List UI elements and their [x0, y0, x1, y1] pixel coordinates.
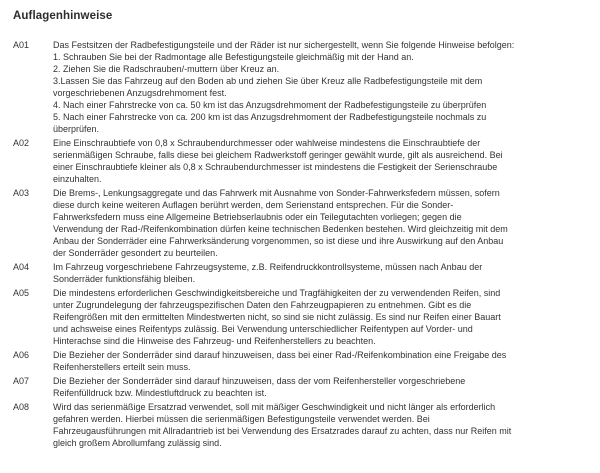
condition-text — [53, 187, 592, 259]
condition-item — [13, 261, 592, 285]
condition-text-line: Im Fahrzeug vorgeschriebene Fahrzeugsysteme, z.B. Reifendruckkontrollsysteme, müssen nach Anbau der — [53, 262, 483, 272]
condition-text — [53, 39, 592, 135]
condition-text-line: Verwendung der Rad-/Reifenkombination dürfen keine technischen Bedenken bestehen. Wird gleichzeitig mit dem — [53, 224, 508, 234]
condition-code: A06 — [13, 350, 30, 360]
condition-text-line: überprüfen. — [53, 124, 100, 134]
condition-text-line: gefahren werden. Hierbei müssen die serienmäßigen Befestigungsteile verwendet werden. Bei — [53, 414, 430, 424]
condition-text-line: gleich großem Abrollumfang zulässig sind. — [53, 438, 222, 448]
condition-text-line: und achsweise eines Reifentyps zulässig. Bei Verwendung unterschiedlicher Reifentypen auf Vorder- und — [53, 324, 473, 334]
condition-text-line: serienmäßigen Schraube, falls diese bei gleichem Radwerkstoff geringer gewählt wurde, gilt als ausreichend. Bei — [53, 150, 503, 160]
condition-item — [13, 137, 592, 185]
condition-text-line: unter Zugrundelegung der fahrzeugspezifischen Daten den Fahrzeugpapieren zu entnehmen. Gibt es die — [53, 300, 472, 310]
condition-text-line: Reifenfülldruck bzw. Mindestluftdruck zu beachten ist. — [53, 388, 267, 398]
page-title: Auflagenhinweise — [13, 10, 113, 22]
condition-text-line: Fahrzeugausführungen mit Allradantrieb ist bei Verwendung des Ersatzrades darauf zu achten, dass nur Reifen mit — [53, 426, 512, 436]
condition-code: A02 — [13, 138, 30, 148]
condition-code: A08 — [13, 402, 30, 412]
condition-text-line: Eine Einschraubtiefe von 0,8 x Schraubendurchmesser oder wahlweise mindestens die Einschraubtiefe der — [53, 138, 481, 148]
condition-text-line: 2. Ziehen Sie die Radschrauben/-muttern über Kreuz an. — [53, 64, 280, 74]
condition-item — [13, 375, 592, 399]
condition-text — [53, 375, 592, 399]
condition-code: A03 — [13, 188, 30, 198]
condition-text-line: Die mindestens erforderlichen Geschwindigkeitsbereiche und Tragfähigkeiten der zu verwendenden Reifen, sind — [53, 288, 501, 298]
condition-item — [13, 187, 592, 259]
condition-text-line: Hinterachse sind die Hinweise des Fahrzeug- und Reifenherstellers zu beachten. — [53, 336, 376, 346]
condition-text — [53, 401, 592, 449]
condition-text-line: Anbau der Sonderräder eine Fahrwerksänderung vorgenommen, so ist diese und ihre Auswirkung auf den Anbau — [53, 236, 504, 246]
condition-code: A07 — [13, 376, 30, 386]
condition-text-line: diese durch keine weiteren Auflagen berührt werden, dem Serienstand entsprechen. Für die Sonder- — [53, 200, 454, 210]
condition-text-line: Das Festsitzen der Radbefestigungsteile und der Räder ist nur sichergestellt, wenn Sie folgende Hinweise befolgen: — [53, 40, 515, 50]
condition-text-line: Sonderräder funktionsfähig bleiben. — [53, 274, 196, 284]
condition-text-line: einer Einschraubtiefe kleiner als 0,8 x Schraubendurchmesser ist mindestens die Festigkeit der Serienschraube — [53, 162, 498, 172]
condition-text-line: Fahrwerksfedern muss eine Allgemeine Betriebserlaubnis oder ein Teilegutachten vorliegen; gegen die — [53, 212, 462, 222]
condition-code: A01 — [13, 40, 30, 50]
condition-text-line: Reifenherstellers erteilt sein muss. — [53, 362, 191, 372]
condition-text-line: Die Brems-, Lenkungsaggregate und das Fahrwerk mit Ausnahme von Sonder-Fahrwerksfedern müssen, sofern — [53, 188, 500, 198]
conditions-list — [13, 39, 592, 449]
condition-code: A04 — [13, 262, 30, 272]
condition-text-line: Reifengrößen mit den ermittelten Mindestwerten nicht, so sind sie nicht zulässig. Es sind nur Reifen einer Bauart — [53, 312, 501, 322]
condition-text — [53, 349, 592, 373]
condition-text — [53, 261, 592, 285]
condition-text-line: 4. Nach einer Fahrstrecke von ca. 50 km ist das Anzugsdrehmoment der Radbefestigungsteile zu überprüfen — [53, 100, 487, 110]
condition-text-line: Die Bezieher der Sonderräder sind darauf hinzuweisen, dass der vom Reifenhersteller vorgeschriebene — [53, 376, 466, 386]
condition-text-line: 1. Schrauben Sie bei der Radmontage alle Befestigungsteile gleichmäßig mit der Hand an. — [53, 52, 414, 62]
condition-text-line: 5. Nach einer Fahrstrecke von ca. 200 km ist das Anzugsdrehmoment der Radbefestigungsteile nochmals zu — [53, 112, 487, 122]
condition-text — [53, 287, 592, 347]
condition-text-line: Wird das serienmäßige Ersatzrad verwendet, soll mit mäßiger Geschwindigkeit und nicht länger als erforderlich — [53, 402, 496, 412]
condition-item — [13, 349, 592, 373]
condition-item — [13, 39, 592, 135]
condition-text — [53, 137, 592, 185]
condition-text-line: Die Bezieher der Sonderräder sind darauf hinzuweisen, dass bei einer Rad-/Reifenkombination eine Freigabe des — [53, 350, 507, 360]
condition-item — [13, 401, 592, 449]
condition-text-line: 3.Lassen Sie das Fahrzeug auf den Boden ab und ziehen Sie über Kreuz alle Radbefestigungsteile mit dem — [53, 76, 483, 86]
condition-code: A05 — [13, 288, 30, 298]
condition-text-line: der Sonderräder gesondert zu beurteilen. — [53, 248, 218, 258]
condition-text-line: einzuhalten. — [53, 174, 102, 184]
condition-text-line: vorgeschriebenen Anzugsdrehmoment fest. — [53, 88, 227, 98]
condition-item — [13, 287, 592, 347]
